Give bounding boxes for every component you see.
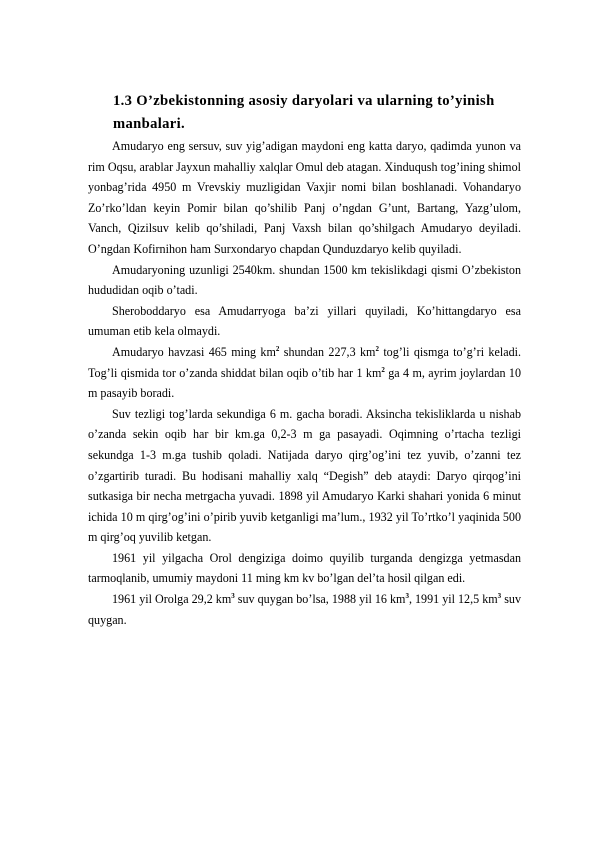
document-page — [88, 90, 521, 630]
basin-sup-3: 2 — [381, 365, 385, 374]
inflow-text-b: suv quygan bo’lsa, 1988 yil 16 km — [234, 592, 406, 607]
basin-text-d: ga 4 m, ayrim joylardan 10 m pasayib boradi. — [88, 365, 521, 401]
paragraph-amudaryo-length: Amudaryoning uzunligi 2540km. shundan 1500 km tekislikdagi qismi O’zbekiston hududidan oqib o’tadi. — [88, 262, 521, 298]
section-heading — [88, 90, 521, 136]
inflow-text-c: , 1991 yil 12,5 km — [408, 592, 498, 607]
basin-text-a: Amudaryo havzasi 465 ming km — [112, 344, 276, 359]
paragraph-amudaryo-intro: Amudaryo eng sersuv, suv yig’adigan maydoni eng katta daryo, qadimda yunon va rim Oqsu, arablar Jayxun mahalliy xalqlar Omul deb atagan. Xinduqush tog’ining shimol yonbag’rida 4950 m Vrevskiy muzligidan Vaxjir nomi bilan boshlanadi. Vohandaryo Zo’rko’ldan keyin Pomir bilan qo’shilib Panj o’ngdan G’unt, Bartang, Yazg’ulom, Vanch, Qizilsuv kelib qo’shiladi, Panj Vaxsh bilan qo’shilgach Amudaryo deyiladi. O’ngdan Kofirnihon ham Surxondaryo chapdan Qunduzdaryo kelib quyiladi. — [88, 139, 521, 256]
inflow-sup-3: 3 — [497, 592, 502, 601]
inflow-text-d: suv quygan. — [88, 592, 521, 627]
paragraph-tributaries: Sheroboddaryo esa Amudarryoga ba’zi yillari quyiladi, Ko’hittangdaryo esa umuman etib kela olmaydi. — [88, 303, 521, 339]
section-heading-line-2: manbalari. — [113, 116, 186, 132]
basin-sup-2: 2 — [375, 344, 379, 353]
section-heading-line-1: 1.3 O’zbekistonning asosiy daryolari va ularning to’yinish — [113, 93, 495, 109]
paragraph-flow-speed: Suv tezligi tog’larda sekundiga 6 m. gacha boradi. Aksincha tekisliklarda u nishab o’zanda sekin oqib har bir km.ga 0,2-3 m ga pasayadi. Oqimning o’rtacha tezligi sekundga 1-3 m.ga tushib qoladi. Natijada daryo qirg’og’ini tez yuvib, o’zanni tez o’zgartirib turadi. Bu hodisani mahalliy xalq “Degish” deb ataydi: Daryo qirqog’ini sutkasiga bir necha metrgacha yuvadi. 1898 yil Amudaryo Karki shahari yonida 6 minut ichida 10 m qirg’og’ini o’pirib yuvib ketganligi ma’lum., 1932 yil To’rtko’l yaqinida 500 m qirg’oq yuvilib ketgan. — [88, 406, 521, 545]
paragraph-aral-inflow — [88, 589, 521, 630]
inflow-sup-1: 3 — [231, 592, 235, 601]
basin-sup-1: 2 — [275, 344, 280, 353]
paragraph-delta: 1961 yil yilgacha Orol dengiziga doimo quyilib turganda dengizga yetmasdan tarmoqlanib, umumiy maydoni 11 ming km kv bo’lgan del’ta hosil qilgan edi. — [88, 550, 521, 586]
basin-text-c: tog’li qismga to’g’ri keladi. Tog’li qismida tor o’zanda shiddat bilan oqib o’tib har 1 km — [88, 344, 521, 380]
paragraph-basin-area — [88, 342, 521, 404]
basin-text-b: shundan 227,3 km — [279, 344, 376, 359]
inflow-text-a: 1961 yil Orolga 29,2 km — [112, 592, 232, 607]
inflow-sup-2: 3 — [405, 592, 409, 601]
